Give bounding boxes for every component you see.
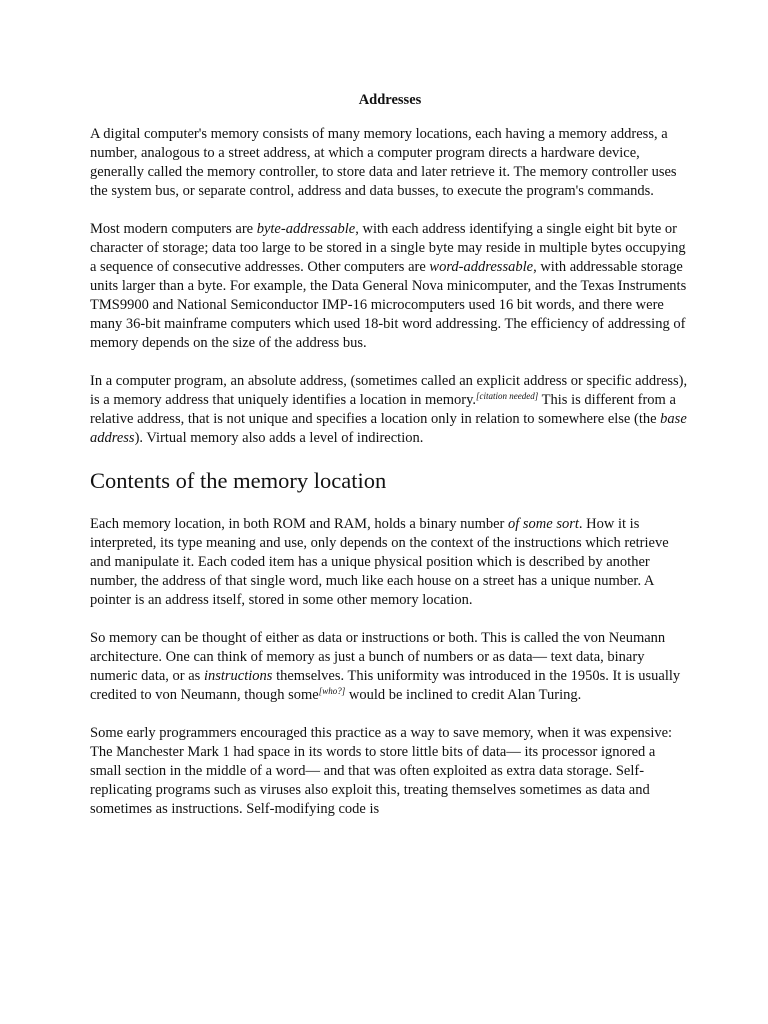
- term-of-some-sort: of some sort: [508, 516, 579, 532]
- term-byte-addressable: byte-addressable: [256, 221, 356, 237]
- paragraph-memory-addresses: A digital computer's memory consists of many memory locations, each having a memory address, a number, analogous to a street address, at which a computer program directs a hardware device, generally called the memory controller, to store data and later retrieve it. The memory controller uses the system bus, or separate control, address and data busses, to execute the program's commands.: [90, 126, 677, 199]
- text-run: This is different from a relative address, that is not unique and specifies a location only in relation to somewhere else (the: [90, 392, 676, 427]
- citation-needed-link[interactable]: [citation needed]: [476, 391, 539, 401]
- text-run: In a computer program, an absolute address, (sometimes called an explicit address or specific address), is a memory address that uniquely identifies a location in memory.: [90, 373, 688, 408]
- text-run: ). Virtual memory also adds a level of indirection.: [134, 430, 424, 446]
- section-heading: Contents of the memory location: [90, 468, 387, 493]
- text-run: . How it is interpreted, its type meaning and use, only depends on the context of the instructions which retrieve and manipulate it. Each coded item has a unique physical position which is described by another number, the address of that single word, much like each house on a street has a unique number. A pointer is an address itself, stored in some other memory location.: [90, 516, 669, 608]
- paragraph-memory-location: [90, 515, 690, 610]
- text-run: would be inclined to credit Alan Turing.: [345, 687, 582, 703]
- term-instructions: instructions: [203, 668, 273, 684]
- paragraph-von-neumann: [90, 629, 690, 705]
- who-citation-link[interactable]: [who?]: [318, 686, 346, 696]
- text-run: themselves. This uniformity was introduced in the 1950s. It is usually credited to von Neumann, though some: [90, 668, 681, 703]
- term-base-address: base address: [90, 411, 687, 446]
- text-run: , with each address identifying a single eight bit byte or character of storage; data too large to be stored in a single byte may reside in multiple bytes occupying a sequence of consecutive addresses. Other computers are: [90, 221, 686, 275]
- text-run: Most modern computers are: [90, 221, 257, 237]
- document-page: [90, 90, 690, 838]
- text-run: , with addressable storage units larger than a byte. For example, the Data General Nova minicomputer, and the Texas Instruments TMS9900 and National Semiconductor IMP-16 microcomputers used 16 bit words, and there were many 36-bit mainframe computers which used 18-bit word addressing. The efficiency of addressing of memory depends on the size of the address bus.: [90, 259, 687, 351]
- paragraph-early-programmers: Some early programmers encouraged this practice as a way to save memory, when it was expensive: The Manchester Mark 1 had space in its words to store little bits of data— its processor ignored a small section in the middle of a word— and that was often exploited as extra data storage. Self-replicating programs such as viruses also exploit this, treating themselves sometimes as data and sometimes as instructions. Self-modifying code is: [90, 725, 673, 817]
- text-run: So memory can be thought of either as data or instructions or both. This is called the von Neumann architecture. One can think of memory as just a bunch of numbers or as data— text data, binary numeric data, or as: [90, 630, 666, 684]
- paragraph-absolute-address: [90, 372, 690, 448]
- document-title: Addresses: [358, 92, 422, 108]
- paragraph-byte-addressable: [90, 220, 690, 353]
- text-run: Each memory location, in both ROM and RAM, holds a binary number: [90, 516, 509, 532]
- term-word-addressable: word-addressable: [429, 259, 534, 275]
